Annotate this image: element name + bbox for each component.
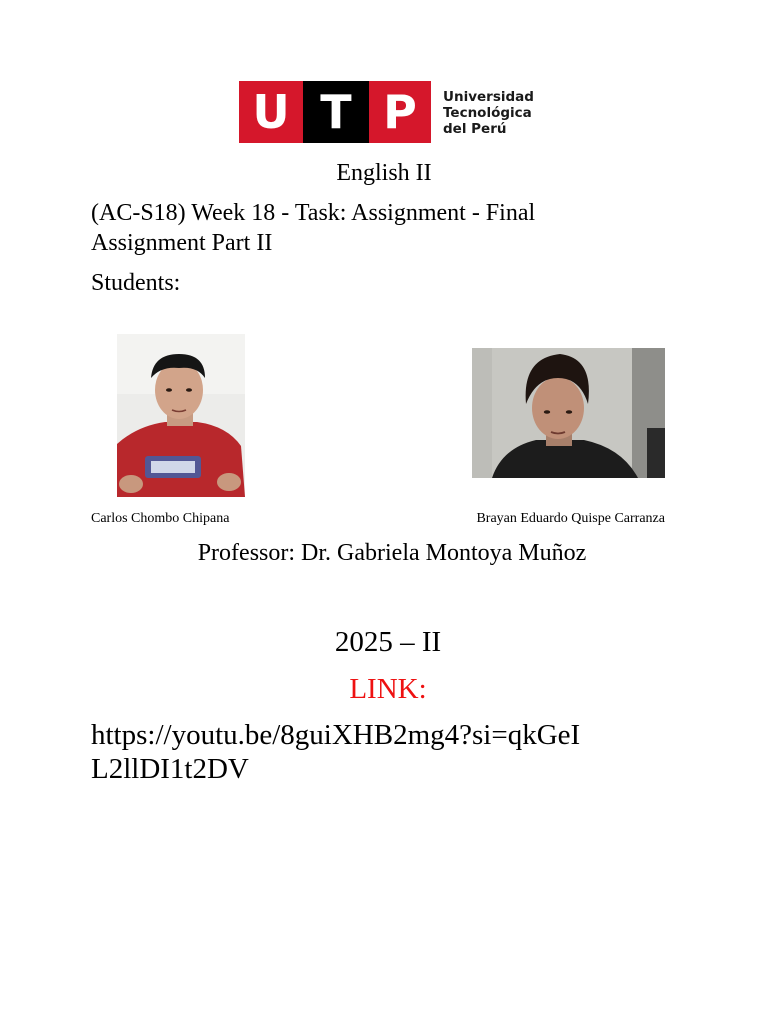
course-title: English II	[336, 160, 432, 186]
student-name-2: Brayan Eduardo Quispe Carranza	[476, 511, 665, 526]
task-title: (AC-S18) Week 18 - Task: Assignment - Final Assignment Part II	[91, 200, 536, 256]
utp-logo	[239, 81, 539, 143]
logo-name-line-3: del Perú	[443, 121, 507, 137]
logo-name-line-2: Tecnológica	[443, 105, 532, 121]
logo-letter-p: P	[369, 81, 431, 143]
logo-university-name	[443, 89, 534, 137]
student-photo-1	[117, 334, 245, 497]
student-photo-2	[472, 348, 665, 478]
students-label: Students:	[91, 270, 181, 296]
logo-letter-t: T	[303, 81, 369, 143]
link-label: LINK:	[349, 673, 427, 705]
logo-letter-u: U	[239, 81, 303, 143]
video-link[interactable]: https://youtu.be/8guiXHB2mg4?si=qkGeIL2llDI1t2DV	[91, 719, 581, 785]
academic-period: 2025 – II	[334, 626, 442, 658]
logo-name-line-1: Universidad	[443, 89, 534, 105]
student-name-1: Carlos Chombo Chipana	[91, 511, 230, 526]
professor-line: Professor: Dr. Gabriela Montoya Muñoz	[197, 540, 587, 566]
